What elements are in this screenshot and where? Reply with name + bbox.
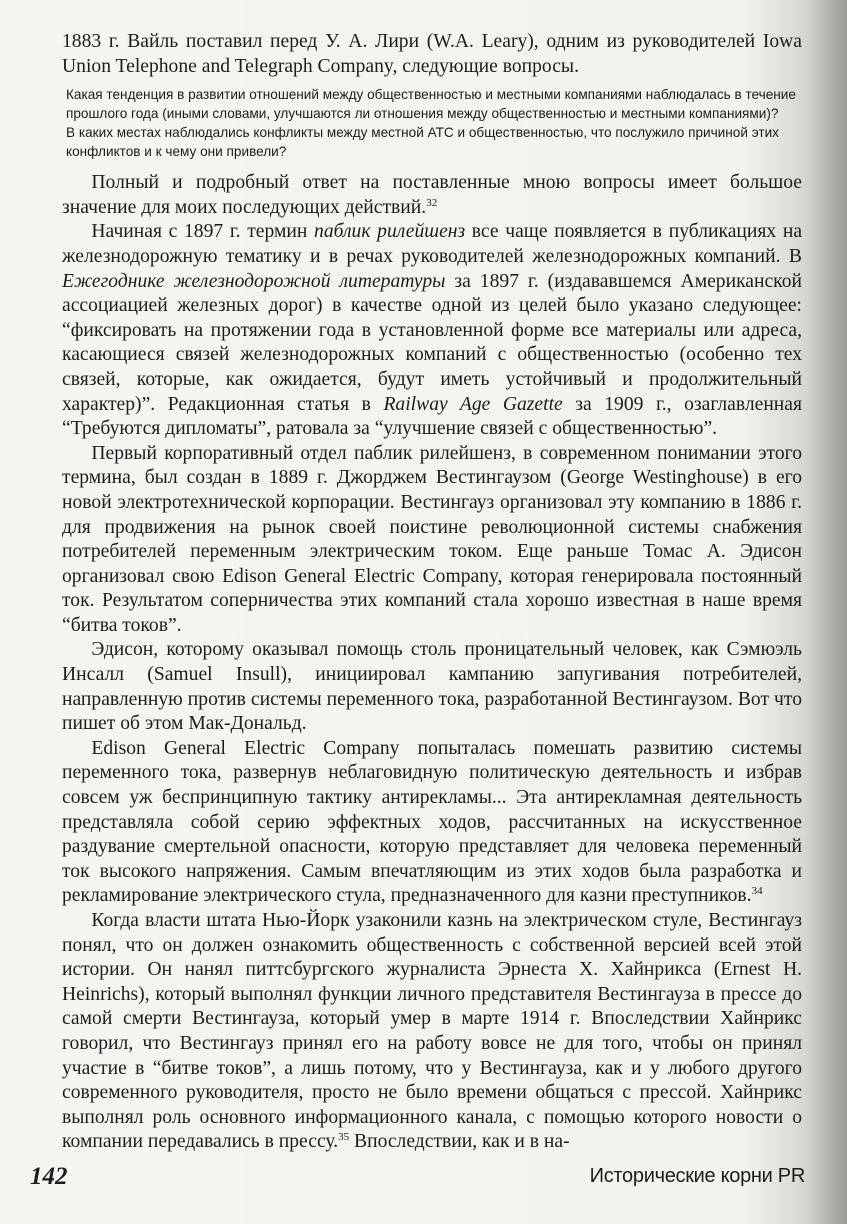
quote-question-2: В каких местах наблюдались конфликты между местной АТС и общественностью, что послужило причиной этих конфликтов и к чему они привели? [66,125,779,160]
footnote-ref-34: 34 [751,885,763,898]
term-public-relations: паблик рилейшенз [314,221,466,243]
page-number: 142 [30,1163,68,1190]
gazette-title: Railway Age Gazette [383,393,563,415]
paragraph-mcdonald-quote [62,737,802,909]
paragraph-continued: 1883 г. Вайль поставил перед У. А. Лири (W.A. Leary), одним из руководителей Iowa Union Telephone and Telegraph Company, следующие вопросы. [62,31,802,77]
body-text [62,30,802,1155]
paragraph-westinghouse: Первый корпоративный отдел паблик рилейшенз, в современном понимании этого термина, был создан в 1889 г. Джорджем Вестингаузом (George Westinghouse) в его новой электротехнической корпорации. Вестингауз организовал эту компанию в 1886 г. для продвижения на рынок своей поистине революционной системы снабжения потребителей переменным электрическим током. Еще раньше Томас А. Эдисон организовал свою Edison General Electric Company, которая генерировала постоянный ток. Результатом соперничества этих компаний стала хорошо известная в наше время “битва токов”. [62,442,802,636]
block-quote-questions [62,85,802,161]
footnote-ref-35: 35 [338,1131,350,1144]
paragraph-railway-b: все чаще появляется в публикациях на железнодорожную тематику и в речах руководителей железнодорожных компаний. В [62,221,803,267]
paragraph-heinrichs-tail: Впоследствии, как и в на- [349,1131,570,1153]
quote-question-1: Какая тенденция в развитии отношений между общественностью и местными компаниями наблюдалась в течение прошлого года (иными словами, улучшаются ли отношения между общественностью и местными компаниями)? [66,87,796,122]
yearbook-title: Ежегоднике железнодорожной литературы [62,270,446,292]
paragraph-railway-d: за 1909 г., озаглавленная “Требуются дипломаты”, ратовала за “улучшение связей с общественностью”. [62,393,802,440]
paragraph-railway [62,220,802,441]
paragraph-railway-a: Начиная с 1897 г. термин [91,221,315,243]
paragraph-edison: Эдисон, которому оказывал помощь столь проницательный человек, как Сэмюэль Инсалл (Samuel Insull), инициировал кампанию запугивания потребителей, направленную против системы переменного тока, разработанной Вестингаузом. Вот что пишет об этом Мак-Дональд. [62,639,802,735]
paragraph-railway-c: за 1897 г. (издававшемся Американской ассоциацией железных дорог) в качестве одной из целей было указано следующее: “фиксировать на протяжении года в установленной форме все материалы или адреса, касающиеся связей железнодорожных компаний с общественностью (особенно тех связей, которые, как ожидается, будут иметь устойчивый и продолжительный характер)”. Редакционная статья в [62,270,802,415]
paragraph-answer [62,171,802,220]
paragraph-mcdonald-text: Edison General Electric Company попыталась помешать развитию системы переменного тока, развернув неблаговидную политическую деятельность и избрав совсем уж беспринципную тактику антирекламы... Эта антирекламная деятельность представляла собой серию эффектных ходов, рассчитанных на искусственное раздувание смертельной опасности, которую представляет для человека переменный ток высокого напряжения. Самым впечатляющим из этих ходов была разработка и рекламирование электрического стула, предназначенного для казни преступников. [62,737,802,907]
running-title: Исторические корни PR [589,1165,805,1187]
paragraph-heinrichs [62,909,802,1155]
paragraph-answer-text: Полный и подробный ответ на поставленные мною вопросы имеет большое значение для моих последующих действий. [62,172,802,218]
page-footer [30,1163,805,1193]
paragraph-heinrichs-text: Когда власти штата Нью-Йорк узаконили казнь на электрическом стуле, Вестингауз понял, что он должен ознакомить общественность с собственной версией всей этой истории. Он нанял питтсбургского журналиста Эрнеста Х. Хайнрикса (Ernest H. Heinrichs), который выполнял функции личного представителя Вестингауза в прессе до самой смерти Вестингауза, который умер в марте 1914 г. Впоследствии Хайнрикс говорил, что Вестингауз принял его на работу вовсе не для того, чтобы он принял участие в “битве токов”, а лишь потому, что у Вестингауза, как и у любого другого современного руководителя, просто не было времени общаться с прессой. Хайнрикс выполнял роль основного информационного канала, с помощью которого новости о компании передавались в прессу. [62,910,802,1153]
footnote-ref-32: 32 [426,196,438,209]
